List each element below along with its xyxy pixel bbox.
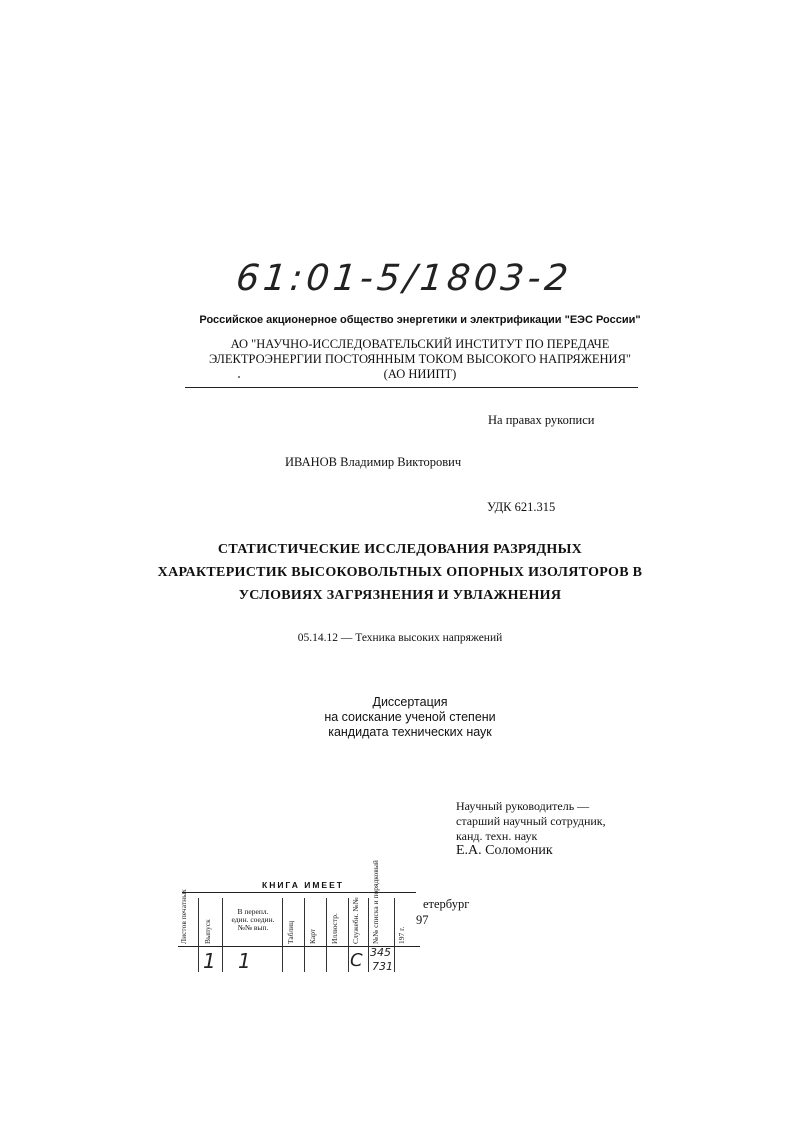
card-column-divider	[198, 898, 199, 972]
card-col-reissue: В перепл. един. соедин. №№ вып.	[231, 907, 275, 932]
library-card-title: КНИГА ИМЕЕТ	[262, 880, 344, 890]
degree-field-line: кандидата технических наук	[328, 725, 492, 739]
card-col-service: Служебн. №№	[351, 897, 360, 944]
library-card-top-border	[182, 892, 416, 893]
degree-line: на соискание ученой степени	[324, 710, 496, 724]
card-column-divider	[326, 898, 327, 972]
card-hand-issue: 1	[238, 949, 251, 973]
card-column-divider	[394, 898, 395, 972]
card-column-divider	[304, 898, 305, 972]
supervisor-position: старший научный сотрудник,	[456, 814, 606, 828]
card-col-sheets: Листов печатных	[179, 889, 188, 944]
rights-label: На правах рукописи	[488, 413, 595, 427]
thesis-title-line2: ХАРАКТЕРИСТИК ВЫСОКОВОЛЬТНЫХ ОПОРНЫХ ИЗОЛЯТОРОВ В	[157, 565, 643, 580]
supervisor-role: Научный руководитель —	[456, 799, 590, 813]
card-column-divider	[348, 898, 349, 972]
card-hand-list-top: 345	[370, 946, 391, 959]
dissertation-label: Диссертация	[372, 695, 448, 709]
thesis-title-line1: СТАТИСТИЧЕСКИЕ ИССЛЕДОВАНИЯ РАЗРЯДНЫХ	[217, 542, 583, 557]
card-column-divider	[282, 898, 283, 972]
supervisor-degree: канд. техн. наук	[456, 829, 538, 843]
card-col-issue: Выпуск	[203, 919, 212, 944]
card-col-illustrations: Иллюстр.	[330, 913, 339, 944]
header-divider	[185, 387, 638, 388]
year-fragment: 97	[416, 913, 429, 927]
city-fragment: етербург	[423, 897, 470, 911]
card-col-maps: Карт	[308, 928, 317, 944]
udc-code: УДК 621.315	[487, 500, 556, 514]
society-line: Российское акционерное общество энергетики и электрификации "ЕЭС России"	[199, 314, 641, 326]
author-name: ИВАНОВ Владимир Викторович	[285, 455, 462, 469]
card-hand-service: С	[350, 950, 363, 971]
institute-short-name: (АО НИИПТ)	[383, 367, 457, 381]
supervisor-name: Е.А. Соломоник	[456, 843, 553, 858]
handwritten-archive-code: 61:01-5/1803-2	[234, 258, 574, 299]
card-col-year: 197 г.	[397, 926, 406, 944]
card-column-divider	[368, 898, 369, 972]
specialty-code: 05.14.12 — Техника высоких напряжений	[297, 632, 503, 644]
card-hand-sheets: 1	[203, 949, 216, 973]
institute-name-line1: АО "НАУЧНО-ИССЛЕДОВАТЕЛЬСКИЙ ИНСТИТУТ ПО ПЕРЕДАЧЕ	[230, 337, 610, 351]
card-column-divider	[222, 898, 223, 972]
card-col-list: №№ списка и порядковый	[371, 860, 380, 944]
card-hand-list-bottom: 731	[372, 960, 393, 973]
thesis-title-line3: УСЛОВИЯХ ЗАГРЯЗНЕНИЯ И УВЛАЖНЕНИЯ	[238, 588, 562, 603]
card-col-tables: Таблиц	[286, 920, 295, 944]
print-speck	[238, 376, 240, 378]
institute-name-line2: ЭЛЕКТРОЭНЕРГИИ ПОСТОЯННЫМ ТОКОМ ВЫСОКОГО НАПРЯЖЕНИЯ"	[208, 352, 632, 366]
